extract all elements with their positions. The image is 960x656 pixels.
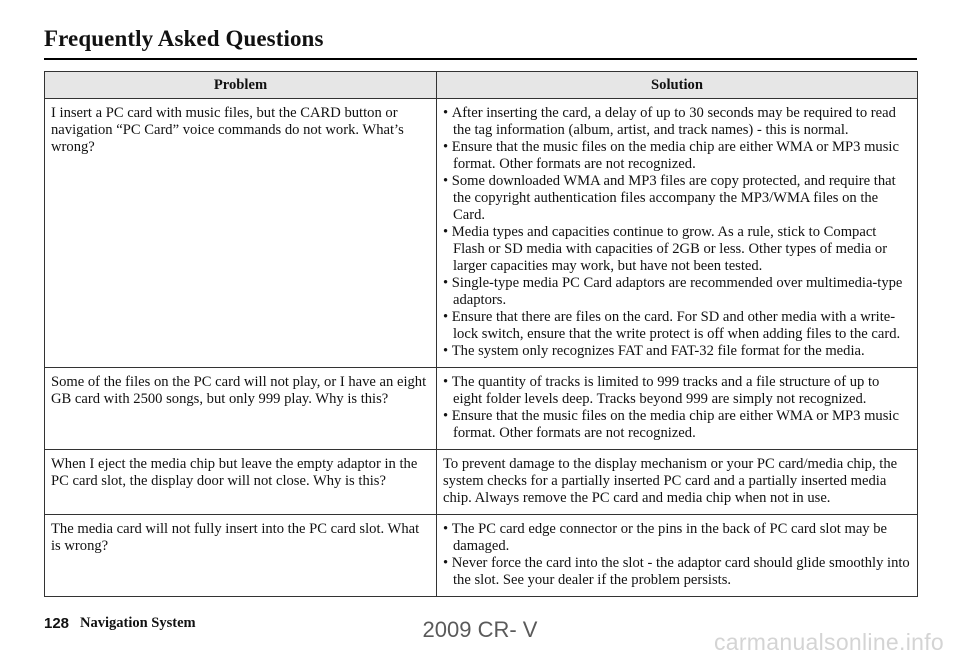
model-watermark: 2009 CR- V [422,617,538,642]
solution-item: • The PC card edge connector or the pins in the back of PC card slot may be damaged. [443,521,911,555]
solution-cell [437,515,918,597]
solution-list [443,521,911,589]
problem-cell: The media card will not fully insert into the PC card slot. What is wrong? [45,515,437,597]
solution-item: • Never force the card into the slot - the adaptor card should glide smoothly into the slot. See your dealer if the problem persists. [443,555,911,589]
page-title: Frequently Asked Questions [44,26,324,51]
table-row [45,450,918,515]
solution-item: • Ensure that the music files on the media chip are either WMA or MP3 music format. Other formats are not recognized. [443,408,911,442]
table-row [45,368,918,450]
faq-table [44,71,918,597]
solution-cell [437,368,918,450]
problem-cell: Some of the files on the PC card will not play, or I have an eight GB card with 2500 songs, but only 999 play. Why is this? [45,368,437,450]
solution-list [443,374,911,442]
table-row [45,99,918,368]
solution-cell [437,99,918,368]
solution-item: • Some downloaded WMA and MP3 files are copy protected, and require that the copyright authentication files accompany the MP3/WMA files on the Card. [443,173,911,224]
solution-item: • Ensure that the music files on the media chip are either WMA or MP3 music format. Other formats are not recognized. [443,139,911,173]
solution-list [443,105,911,360]
header-solution: Solution [437,72,918,99]
solution-item: • After inserting the card, a delay of up to 30 seconds may be required to read the tag information (album, artist, and track names) - this is normal. [443,105,911,139]
problem-cell: When I eject the media chip but leave the empty adaptor in the PC card slot, the display door will not close. Why is this? [45,450,437,515]
section-label: Navigation System [80,615,196,631]
solution-item: • The system only recognizes FAT and FAT-32 file format for the media. [443,343,911,360]
solution-item: • Single-type media PC Card adaptors are recommended over multimedia-type adaptors. [443,275,911,309]
title-rule [44,58,917,60]
solution-cell: To prevent damage to the display mechanism or your PC card/media chip, the system checks for a partially inserted PC card and a partially inserted media chip. Always remove the PC card and media chip when not in use. [437,450,918,515]
page-number: 128 [44,615,70,632]
table-row [45,515,918,597]
solution-item: • The quantity of tracks is limited to 999 tracks and a file structure of up to eight folder levels deep. Tracks beyond 999 are simply not recognized. [443,374,911,408]
table-header-row [45,72,918,99]
solution-item: • Media types and capacities continue to grow. As a rule, stick to Compact Flash or SD media with capacities of 2GB or less. Other types of media or larger capacities may work, but have not been tested. [443,224,911,275]
site-watermark: carmanualsonline.info [713,629,944,655]
solution-item: • Ensure that there are files on the card. For SD and other media with a write-lock switch, ensure that the write protect is off when adding files to the card. [443,309,911,343]
header-problem: Problem [45,72,437,99]
problem-cell: I insert a PC card with music files, but the CARD button or navigation “PC Card” voice commands do not work. What’s wrong? [45,99,437,368]
